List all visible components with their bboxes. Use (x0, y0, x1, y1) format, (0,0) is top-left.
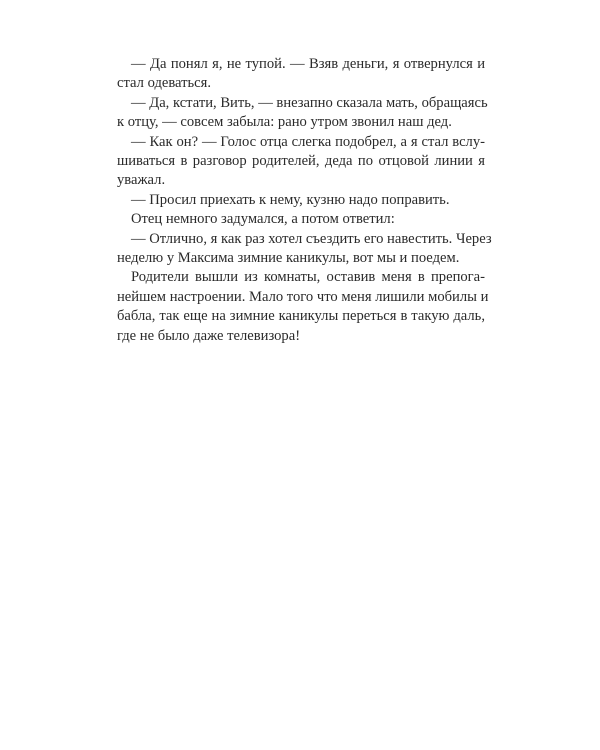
text-line: Родители вышли из комнаты, оставив меня в препога- (131, 269, 485, 286)
text-line: нейшем настроении. Мало того что меня лишили мобилы и (117, 288, 489, 305)
text-line: — Просил приехать к нему, кузню надо поправить. (131, 191, 450, 208)
paragraph (117, 55, 485, 94)
text-line: к отцу, — совсем забыла: рано утром звонил наш дед. (117, 114, 452, 131)
text-line: — Отлично, я как раз хотел съездить его навестить. Через (131, 230, 492, 247)
text-line: Отец немного задумался, а потом ответил: (131, 211, 395, 228)
text-line: — Да понял я, не тупой. — Взяв деньги, я отвернулся и (131, 56, 485, 72)
text-line: бабла, так еще на зимние каникулы переться в такую даль, (117, 308, 485, 325)
body-text (117, 55, 492, 346)
text-line: где не было даже телевизора! (117, 327, 301, 344)
paragraph (117, 94, 488, 133)
text-line: — Да, кстати, Вить, — внезапно сказала мать, обращаясь (131, 94, 488, 111)
text-line: шиваться в разговор родителей, деда по отцовой линии я (117, 153, 485, 170)
text-line: уважал. (117, 172, 166, 189)
paragraph (117, 210, 485, 229)
text-line: стал одеваться. (117, 75, 212, 92)
text-line: неделю у Максима зимние каникулы, вот мы и поедем. (117, 250, 460, 267)
text-line: — Как он? — Голос отца слегка подобрел, а я стал вслу- (131, 133, 485, 150)
paragraph (117, 133, 485, 191)
paragraph (117, 230, 492, 269)
paragraph (117, 268, 489, 346)
paragraph (117, 191, 485, 210)
